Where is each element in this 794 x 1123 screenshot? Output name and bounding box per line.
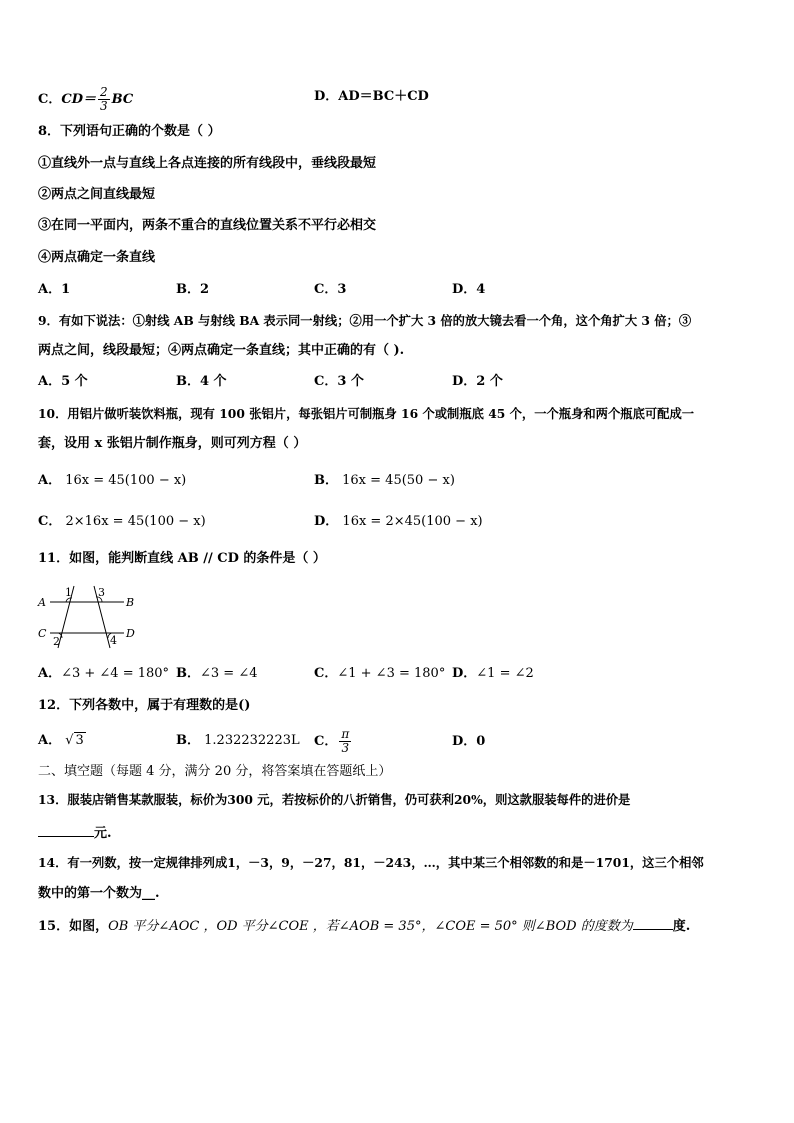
q11-option-b-label: B． (176, 666, 200, 681)
q15-prefix: 15．如图， (38, 919, 109, 934)
q15-math: OB 平分∠AOC ，OD 平分∠COE ，若∠AOB = 35°，∠COE = 50° 则∠BOD 的度数为 (108, 919, 633, 934)
q9-line-2: 两点之间，线段最短；④两点确定一条直线；其中正确的有（ ). (38, 343, 405, 358)
q9-option-b: B．4 个 (176, 374, 227, 389)
q12-option-a-radicand: 3 (75, 733, 84, 748)
q12-fraction-den: 3 (341, 741, 350, 755)
q11-option-a (38, 665, 169, 683)
q7-option-c (38, 86, 133, 113)
q10-option-d (314, 513, 483, 531)
q10-option-d-eq: 16x = 2×45(100 − x) (342, 514, 483, 529)
q9-option-a: A．5 个 (38, 374, 88, 389)
q7-option-c-rhs: BC (111, 92, 134, 107)
q10-line-1: 10．用铝片做听装饮料瓶，现有 100 张铝片，每张铝片可制瓶身 16 个或制瓶底 45 个，一个瓶身和两个瓶底可配成一 (38, 406, 695, 421)
q7-fraction-den: 3 (99, 99, 108, 113)
q8-option-b: B．2 (176, 282, 210, 297)
q11-option-c-expr: ∠1 + ∠3 = 180° (337, 666, 446, 681)
q7-option-d: D．AD＝BC＋CD (314, 89, 429, 104)
q11-option-c-label: C． (314, 666, 338, 681)
q9-option-c: C．3 个 (314, 374, 364, 389)
q12-option-b-label: B． (176, 733, 200, 748)
q8-option-a: A．1 (38, 282, 71, 297)
q15-answer-blank (633, 915, 673, 930)
q12-option-a-label: A． (38, 733, 62, 748)
q10-option-a-label: A． (38, 473, 62, 488)
q11-option-d-expr: ∠1 = ∠2 (476, 666, 534, 681)
label-angle-4: 4 (110, 634, 117, 647)
q14-line-2: 数中的第一个数为__. (38, 886, 160, 901)
q11-option-d (452, 665, 534, 683)
q7-option-c-label: C． (38, 92, 62, 107)
q10-option-c (38, 513, 206, 531)
q10-option-b-eq: 16x = 45(50 − x) (342, 473, 455, 488)
label-angle-2: 2 (53, 635, 60, 648)
sqrt-symbol: √ 3 (65, 733, 84, 748)
q9-option-d: D．2 个 (452, 374, 503, 389)
label-b: B (126, 596, 135, 609)
q9-line-1: 9．有如下说法：①射线 AB 与射线 BA 表示同一射线；②用一个扩大 3 倍的放大镜去看一个角，这个角扩大 3 倍；③ (38, 313, 692, 328)
q11-option-a-label: A． (38, 666, 62, 681)
label-a: A (38, 596, 46, 609)
q11-figure (36, 582, 146, 652)
q11-option-b (176, 665, 257, 683)
q13-answer-blank (38, 822, 94, 837)
q15-suffix: 度. (672, 919, 691, 934)
q13-line-2-suffix: 元. (94, 826, 112, 841)
q8-statement-4: ④两点确定一条直线 (38, 250, 156, 265)
q12-option-d: D．0 (452, 734, 486, 749)
q10-option-c-label: C． (38, 514, 62, 529)
q7-option-c-lhs: CD＝ (61, 92, 96, 107)
q11-option-d-label: D． (452, 666, 477, 681)
q8-stem: 8．下列语句正确的个数是（ ） (38, 124, 221, 139)
q11-option-c (314, 665, 445, 683)
q12-option-c-label: C． (314, 734, 338, 749)
q11-stem: 11．如图，能判断直线 AB // CD 的条件是（ ） (38, 551, 326, 566)
q12-option-c (314, 728, 353, 755)
q8-option-d: D．4 (452, 282, 486, 297)
q15-line (38, 915, 690, 936)
q7-fraction-num: 2 (99, 85, 108, 99)
q8-statement-3: ③在同一平面内，两条不重合的直线位置关系不平行必相交 (38, 218, 377, 233)
q14-line-1: 14．有一列数，按一定规律排列成1，－3，9，－27，81，－243，…，其中某三个相邻数的和是－1701，这三个相邻 (38, 855, 704, 870)
label-angle-1: 1 (65, 586, 72, 599)
q12-stem: 12．下列各数中，属于有理数的是() (38, 698, 251, 713)
q10-option-a-eq: 16x = 45(100 − x) (65, 473, 187, 488)
q8-statement-1: ①直线外一点与直线上各点连接的所有线段中，垂线段最短 (38, 156, 377, 171)
q10-line-2: 套，设用 x 张铝片制作瓶身，则可列方程（ ） (38, 436, 307, 451)
q11-option-a-expr: ∠3 + ∠4 = 180° (61, 666, 170, 681)
q12-fraction-num: π (341, 727, 350, 741)
q7-fraction (98, 86, 110, 113)
q11-option-b-expr: ∠3 = ∠4 (200, 666, 258, 681)
q12-fraction (339, 728, 351, 755)
label-c: C (38, 627, 47, 640)
q8-statement-2: ②两点之间直线最短 (38, 187, 156, 202)
label-angle-3: 3 (98, 586, 105, 599)
label-d: D (126, 627, 135, 640)
q10-option-c-eq: 2×16x = 45(100 − x) (65, 514, 206, 529)
q13-line-2 (38, 822, 112, 843)
q13-line-1: 13．服装店销售某款服装，标价为300 元，若按标价的八折销售，仍可获利20%，则这款服装每件的进价是 (38, 792, 631, 807)
q12-option-a (38, 732, 86, 750)
q10-option-d-label: D． (314, 514, 339, 529)
q10-option-b-label: B． (314, 473, 338, 488)
q10-option-a (38, 472, 186, 490)
q8-option-c: C．3 (314, 282, 347, 297)
q12-option-b-value: 1.232232223L (204, 733, 300, 748)
section-2-heading: 二、填空题（每题 4 分，满分 20 分，将答案填在答题纸上） (38, 764, 392, 779)
q10-option-b (314, 472, 455, 490)
q12-option-b (176, 732, 300, 750)
